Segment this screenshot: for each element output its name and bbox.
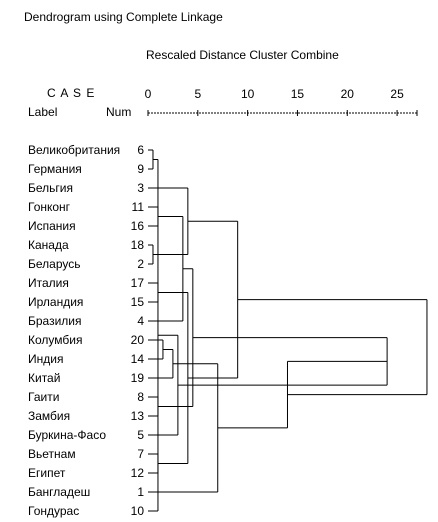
leaf-label: Бельгия [28,181,73,195]
leaf-number: 8 [137,390,144,404]
leaf-number: 17 [130,276,144,290]
scale-tick-label: 25 [390,87,404,101]
leaf-label: Вьетнам [28,447,76,461]
leaf-number: 10 [130,504,144,518]
leaf-label: Ирландия [28,295,84,309]
leaf-number: 18 [130,238,144,252]
leaf-number: 12 [130,466,144,480]
leaf-number: 19 [130,371,144,385]
leaf-label: Гаити [28,390,60,404]
leaf-number: 4 [137,314,144,328]
leaf-label: Италия [28,276,69,290]
leaf-number: 5 [137,428,144,442]
leaf-label: Замбия [28,409,71,423]
leaf-number: 6 [137,143,144,157]
scale-tick-label: 15 [290,87,305,101]
leaf-number: 9 [137,162,144,176]
leaf-number: 11 [131,200,144,214]
leaf-label: Индия [28,352,64,366]
leaf-label: Бразилия [28,314,82,328]
leaf-label: Египет [28,466,66,480]
leaf-label: Великобритания [28,143,121,157]
leaf-number: 15 [130,295,144,309]
scale-tick-label: 5 [194,87,202,101]
scale-tick-label: 0 [144,87,152,101]
chart-subtitle: Rescaled Distance Cluster Combine [146,48,339,62]
leaf-label: Испания [28,219,76,233]
leaf-label: Буркина-Фасо [28,428,107,442]
leaf-number: 13 [130,409,144,423]
leaf-number: 2 [137,257,144,271]
leaf-label: Бангладеш [28,485,91,499]
leaf-number: 16 [130,219,144,233]
leaf-number: 3 [137,181,144,195]
num-header: Num [106,105,132,119]
scale-tick-label: 10 [240,87,255,101]
leaf-label: Китай [28,371,61,385]
leaf-label: Беларусь [28,257,81,271]
leaf-label: Гондурас [28,504,80,518]
leaf-number: 20 [130,333,144,347]
leaf-label: Германия [28,162,82,176]
leaf-label: Колумбия [28,333,83,347]
chart-title: Dendrogram using Complete Linkage [24,10,223,24]
leaf-number: 1 [137,485,144,499]
scale-tick-label: 20 [340,87,354,101]
leaf-label: Канада [28,238,69,252]
label-header: Label [28,105,58,119]
leaf-number: 14 [130,352,144,366]
case-header: C A S E [47,86,96,100]
leaf-number: 7 [137,447,144,461]
leaf-label: Гонконг [28,200,71,214]
